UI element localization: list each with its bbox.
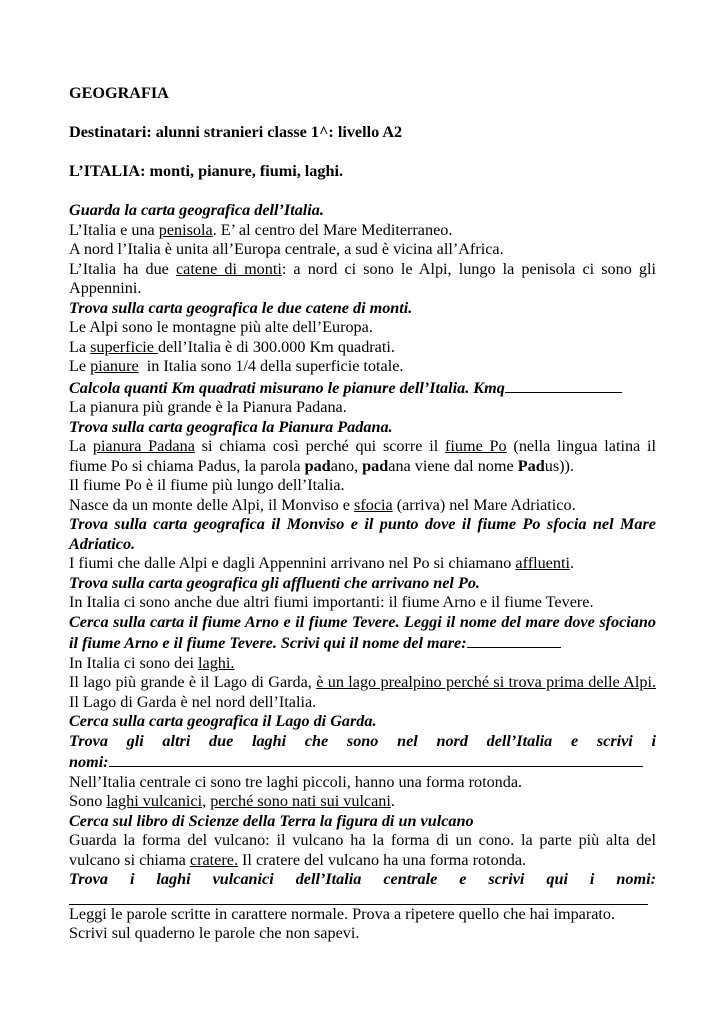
- answer-blank[interactable]: [467, 632, 561, 648]
- instruction-plain: Trova sulla carta geografica la Pianura Padana.: [69, 417, 393, 436]
- closing-text: Leggi le parole scritte in carattere normale. Prova a ripetere quello che hai imparato.: [69, 904, 616, 923]
- spacer: [69, 143, 656, 163]
- text-line: La superficie dell’Italia è di 300.000 Km quadrati.: [69, 337, 395, 356]
- instruction-volcano: Cerca sul libro di Scienze della Terra la figura di un vulcano: [69, 811, 474, 830]
- instruction-garda: Cerca sulla carta geografica il Lago di Garda.: [69, 712, 377, 730]
- text-line: A nord l’Italia è unita all’Europa centrale, a sud è vicina all’Africa.: [69, 240, 504, 258]
- keyword: laghi vulcanici: [106, 792, 203, 810]
- instruction-calc: Calcola quanti Km quadrati misurano le pianure dell’Italia. Kmq: [69, 377, 656, 399]
- page-title: GEOGRAFIA: [69, 84, 169, 102]
- keyword: è un lago prealpino perché si trova prima delle Alpi.: [316, 673, 656, 691]
- topic-title: L’ITALIA: monti, pianure, fiumi, laghi.: [69, 162, 344, 180]
- answer-blank[interactable]: [505, 377, 622, 393]
- keyword: penisola: [158, 220, 213, 239]
- spacer: [69, 104, 656, 124]
- instruction-mountains: Trova sulla carta geografica le due catene di monti.: [69, 298, 413, 317]
- keyword: laghi.: [198, 653, 235, 672]
- text-line: Nasce da un monte delle Alpi, il Monviso e sfocia (arriva) nel Mare Adriatico.: [69, 495, 576, 514]
- text-line: I fiumi che dalle Alpi e dagli Appennini arrivano nel Po si chiamano affluenti.: [69, 554, 574, 572]
- text-line: L’Italia e una penisola. E’ al centro del Mare Mediterraneo.: [69, 220, 453, 239]
- instruction-rivers: Cerca sulla carta il fiume Arno e il fiume Tevere. Leggi il nome del mare dove sfociano il fiume Arno e il fiume Tevere. Scrivi qui il nome del mare:: [69, 612, 656, 652]
- instruction-tributaries: Trova sulla carta geografica gli affluenti che arrivano nel Po.: [69, 573, 480, 592]
- text-line: In Italia ci sono anche due altri fiumi importanti: il fiume Arno e il fiume Tevere.: [69, 593, 594, 611]
- text-line: In Italia ci sono dei laghi.: [69, 653, 235, 672]
- keyword: superficie: [90, 337, 158, 356]
- instruction-lakes-blank: nomi:: [69, 751, 656, 773]
- answer-blank[interactable]: [109, 751, 643, 767]
- instruction-monviso: Trova sulla carta geografica il Monviso e il punto dove il fiume Po sfocia nel Mare Adriatico.: [69, 515, 656, 553]
- text-line: La pianura più grande è la Pianura Padana.: [69, 398, 347, 416]
- instruction-lakes: Trova gli altri due laghi che sono nel nord dell’Italia e scrivi i: [69, 731, 656, 750]
- answer-line[interactable]: [69, 890, 648, 905]
- text-line: La pianura Padana si chiama così perché qui scorre il fiume Po (nella lingua latina il fiume Po si chiama Padus, la parola padano, padana viene dal nome Padus)).: [69, 437, 656, 475]
- keyword: pianure: [90, 357, 139, 375]
- text-line: Guarda la forma del vulcano: il vulcano ha la forma di un cono. la parte più alta del vulcano si chiama cratere. Il cratere del vulcano ha una forma rotonda.: [69, 831, 656, 869]
- closing-text: Scrivi sul quaderno le parole che non sapevi.: [69, 924, 360, 942]
- text-line: Le Alpi sono le montagne più alte dell’Europa.: [69, 318, 373, 336]
- instruction-map: Guarda la carta geografica dell’Italia.: [69, 201, 324, 219]
- text-line: Il lago più grande è il Lago di Garda, è un lago prealpino perché si trova prima delle Alpi. Il Lago di Garda è nel nord dell’Italia.: [69, 673, 656, 711]
- keyword: sfocia: [354, 495, 393, 514]
- keyword: pianura Padana: [92, 437, 195, 455]
- text-line: L’Italia ha due catene di monti: a nord ci sono le Alpi, lungo la penisola ci sono gli Appennini.: [69, 259, 656, 297]
- text-line: Sono laghi vulcanici, perché sono nati sui vulcani.: [69, 792, 395, 810]
- text-line: Le pianure in Italia sono 1/4 della superficie totale.: [69, 357, 404, 375]
- keyword: fiume Po: [445, 437, 507, 455]
- worksheet: [69, 84, 656, 944]
- keyword: cratere.: [189, 850, 238, 869]
- keyword: affluenti: [515, 554, 570, 572]
- recipients-line: Destinatari: alunni stranieri classe 1^: livello A2: [69, 123, 403, 141]
- text-line: Nell’Italia centrale ci sono tre laghi piccoli, hanno una forma rotonda.: [69, 772, 523, 791]
- text-line: Il fiume Po è il fiume più lungo dell’Italia.: [69, 476, 345, 494]
- keyword: catene di monti: [175, 259, 282, 278]
- instruction-volcanic-lakes: Trova i laghi vulcanici dell’Italia centrale e scrivi qui i nomi:: [69, 870, 656, 888]
- spacer: [69, 182, 656, 202]
- keyword: perché sono nati sui vulcani: [210, 792, 391, 810]
